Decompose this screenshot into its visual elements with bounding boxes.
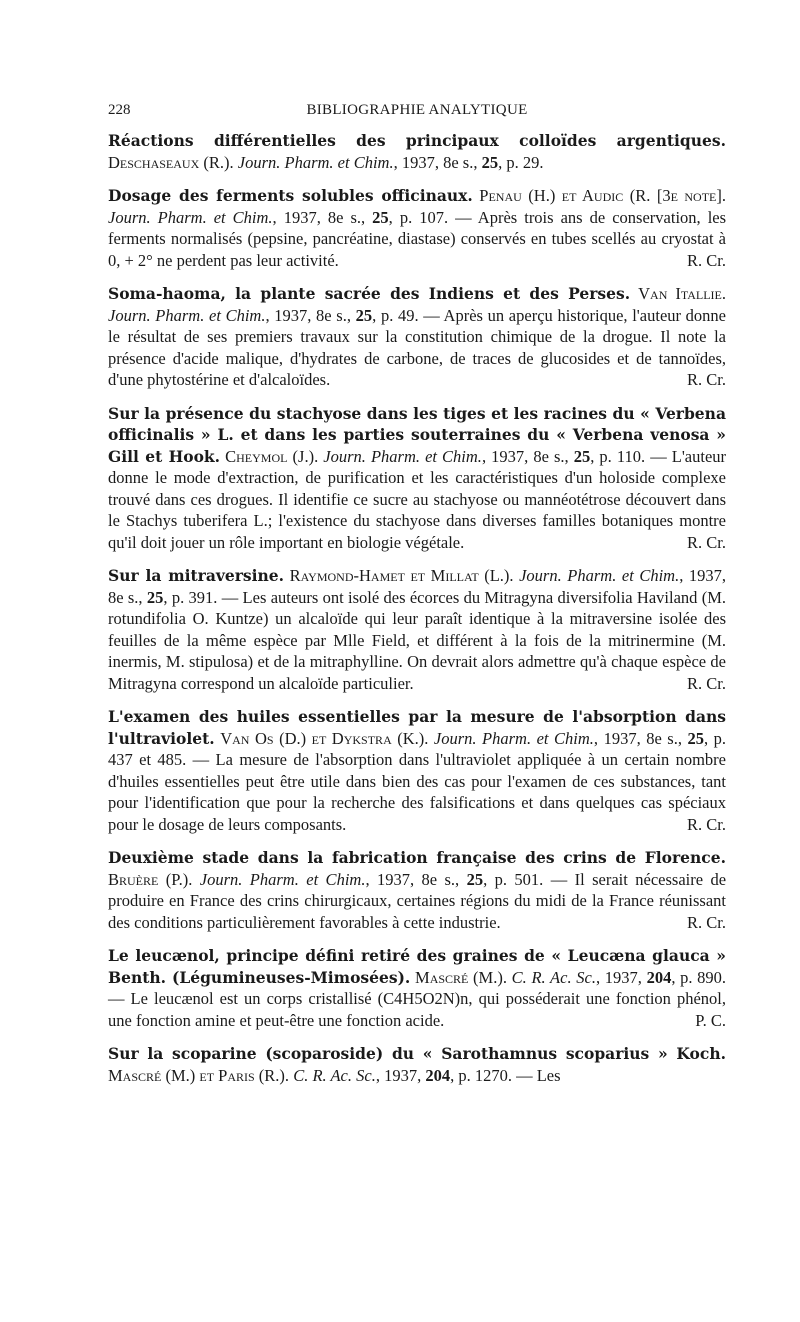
entry-citation-pages: , p. 437 et 485. [108,728,726,769]
bibliography-entry [108,283,726,391]
entry-volume: 204 [425,1065,451,1085]
entry-volume: 25 [355,305,373,325]
entry-authors: Raymond-Hamet et Millat (L.). [289,566,514,585]
entry-citation: , 1937, 8e s., [593,728,688,748]
entry-abstract: — Après un aperçu historique, l'auteur donne le résultat de ses premiers travaux sur la constitution chimique de la drogue. Il note la présence d'acide malique, d'hydrates de carbone, de traces de glucosides et de tannoïdes, d'une phytostérine et d'alcaloïdes. [108,305,727,389]
bibliography-entry [108,185,726,271]
entry-abstract: — Les auteurs ont isolé des écorces du Mitragyna diversifolia Haviland (M. rotundifolia O. Kuntze) un alcaloïde qui leur paraît identique à la mitraversine isolée des feuilles de la même espèce par Mlle Field, et différent à la fois de la mitrinermine (M. inermis, M. stipulosa) et de la mitraphylline. On devrait alors admettre qu'à chaque espèce de Mitragyna correspond un alcaloïde particulier. [108,587,727,693]
entry-volume: 25 [372,207,389,227]
entry-title: Réactions différentielles des principaux colloïdes argentiques. [108,131,726,150]
entry-signature: R. Cr. [687,814,726,834]
entry-title: Deuxième stade dans la fabrication française des crins de Florence. [108,848,726,867]
entry-citation: , 1937, 8e s., [393,152,482,172]
entry-citation-pages: , p. 107. [388,207,449,227]
bibliography-entry [108,847,726,933]
entry-signature: R. Cr. [687,673,726,693]
entry-title: Sur la scoparine (scoparoside) du « Sarothamnus scoparius » Koch. [108,1044,726,1063]
entry-journal: C. R. Ac. Sc. [511,967,596,987]
entry-citation: , 1937, 8e s., [365,869,467,889]
entry-citation-pages: , p. 110. [590,446,646,466]
entry-journal: Journ. Pharm. et Chim. [108,207,273,227]
entry-authors: Deschaseaux (R.). [108,152,234,172]
entry-volume: 204 [646,967,672,987]
entry-abstract: — Après trois ans de conservation, les ferments normalisés (pepsine, pancréatine, diastase) conservés en tubes scellés au cryostat à 0, + 2° ne perdent pas leur activité. [108,207,727,270]
entry-citation: , 1937, 8e s., [481,446,574,466]
entry-authors: Mascré (M.). [415,967,507,987]
entry-volume: 25 [687,728,704,748]
entry-citation-pages: , p. 501. [483,869,544,889]
bibliography-entry [108,1043,726,1086]
running-title: BIBLIOGRAPHIE ANALYTIQUE [306,102,528,118]
entry-title: Sur la présence du stachyose dans les tiges et les racines du « Verbena officinalis » L. et dans les parties souterraines du « Verbena venosa » Gill et Hook. [108,403,726,466]
entry-citation: , 1937, [595,967,647,987]
entry-abstract: — Les [516,1065,561,1085]
entry-citation: , 1937, 8e s., [108,566,727,607]
entry-authors: Cheymol (J.). [225,446,319,466]
entry-journal: C. R. Ac. Sc. [293,1065,376,1085]
entry-volume: 25 [466,869,484,889]
entry-abstract: — Le leucænol est un corps cristallisé (C4H5O2N)n, qui posséderait une fonction phénol, une fonction amine et peut-être une fonction acide. [108,989,726,1030]
running-head [108,100,726,124]
entry-citation-pages: , p. 29. [498,152,544,172]
entry-citation: , 1937, 8e s., [272,207,373,227]
entry-citation: , 1937, [375,1065,426,1085]
entry-abstract: — L'auteur donne le mode d'extraction, de purification et les caractéristiques d'un holoside complexe trouvé dans ces drogues. Il identifie ce sucre au stachyose ou mannéotétrose découvert dans le Stachys tuberifera L.; l'existence du stachyose dans diverses familles botaniques montre qu'il doit jouer un rôle important en biologie végétale. [108,446,727,552]
bibliography-entries [108,130,726,1086]
entry-citation: , 1937, 8e s., [265,305,356,325]
entry-journal: Journ. Pharm. et Chim. [237,152,394,172]
entry-authors: Bruère (P.). [108,869,193,889]
bibliography-entry [108,565,726,694]
entry-signature: R. Cr. [687,370,726,389]
entry-title: L'examen des huiles essentielles par la mesure de l'absorption dans l'ultraviolet. [108,707,726,748]
entry-signature: R. Cr. [687,912,726,932]
bibliography-entry [108,706,726,835]
entry-title: Dosage des ferments solubles officinaux. [108,186,473,205]
entry-title: Le leucænol, principe défini retiré des graines de « Leucæna glauca » Benth. (Légumineuses-Mimosées). [108,946,726,987]
entry-journal: Journ. Pharm. et Chim. [199,869,366,889]
entry-journal: Journ. Pharm. et Chim. [433,728,594,748]
entry-volume: 25 [573,446,591,466]
entry-title: Sur la mitraversine. [108,566,285,585]
entry-volume: 25 [481,152,499,172]
entry-citation-pages: , p. 890. [671,967,727,987]
entry-citation-pages: , p. 49. [372,305,419,325]
bibliography-entry [108,403,726,554]
entry-signature: P. C. [695,1010,726,1030]
entry-authors: Van Itallie. [638,284,726,303]
entry-volume: 25 [146,587,164,607]
entry-journal: Journ. Pharm. et Chim. [323,446,482,466]
bibliography-entry [108,945,726,1031]
bibliography-entry [108,130,726,173]
entry-signature: R. Cr. [687,250,726,270]
entry-citation-pages: , p. 1270. [450,1065,512,1085]
entry-abstract: — La mesure de l'absorption dans l'ultraviolet appliquée à un certain nombre d'huiles essentielles peut être utile dans bien des cas pour l'examen de ces substances, tant pour l'identification que pour la recherche des falsifications et dans quelques cas spéciaux pour le dosage de leurs composants. [108,750,726,834]
document-page [108,100,726,1098]
entry-journal: Journ. Pharm. et Chim. [108,305,266,325]
entry-authors: Penau (H.) et Audic (R. [3e note]. [479,186,727,205]
entry-signature: R. Cr. [687,532,726,552]
entry-authors: Mascré (M.) et Paris (R.). [108,1065,290,1085]
entry-title: Soma-haoma, la plante sacrée des Indiens et des Perses. [108,284,631,303]
entry-abstract: — Il serait nécessaire de produire en France des crins chirurgicaux, certaines régions du midi de la France réunissant des conditions particulièrement favorables à cette industrie. [108,869,727,932]
entry-citation-pages: , p. 391. [163,587,218,607]
entry-journal: Journ. Pharm. et Chim. [519,566,680,585]
page-number: 228 [108,102,131,118]
entry-authors: Van Os (D.) et Dykstra (K.). [220,728,429,748]
